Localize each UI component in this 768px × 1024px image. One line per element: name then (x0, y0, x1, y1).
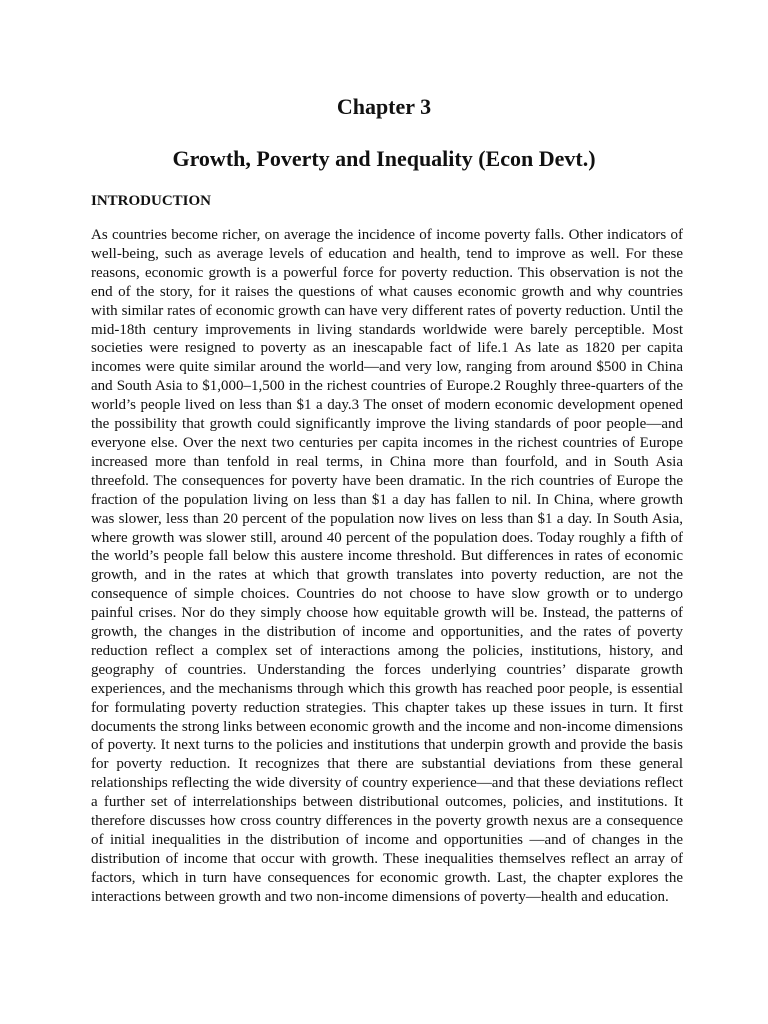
chapter-title: Growth, Poverty and Inequality (Econ Devt.) (172, 146, 596, 171)
chapter-label: Chapter 3 (336, 94, 432, 119)
section-heading-introduction: INTRODUCTION (91, 193, 212, 209)
introduction-paragraph: As countries become richer, on average the incidence of income poverty falls. Other indicators of well-being, such as average levels of education and health, tend to improve as well. For these reasons, economic growth is a powerful force for poverty reduction. This observation is not the end of the story, for it raises the questions of what causes economic growth and why countries with similar rates of economic growth can have very different rates of poverty reduction. Until the mid-18th century improvements in living standards worldwide were barely perceptible. Most societies were resigned to poverty as an inescapable fact of life.1 As late as 1820 per capita incomes were quite similar around the world—and very low, ranging from around $500 in China and South Asia to $1,000–1,500 in the richest countries of Europe.2 Roughly three-quarters of the world’s people lived on less than $1 a day.3 The onset of modern economic development opened the possibility that growth could significantly improve the living standards of poor people—and everyone else. Over the next two centuries per capita incomes in the richest countries of Europe increased more than tenfold in real terms, in China more than fourfold, and in South Asia threefold. The consequences for poverty have been dramatic. In the rich countries of Europe the fraction of the population living on less than $1 a day has fallen to nil. In China, where growth was slower, less than 20 percent of the population now lives on less than $1 a day. In South Asia, where growth was slower still, around 40 percent of the population does. Today roughly a fifth of the world’s people fall below this austere income threshold. But differences in rates of economic growth, and in the rates at which that growth translates into poverty reduction, are not the consequence of simple choices. Countries do not choose to have slow growth or to undergo painful crises. Nor do they simply choose how equitable growth will be. Instead, the patterns of growth, the changes in the distribution of income and opportunities, and the rates of poverty reduction reflect a complex set of interactions among the policies, institutions, history, and geography of countries. Understanding the forces underlying countries’ disparate growth experiences, and the mechanisms through which this growth has reached poor people, is essential for formulating poverty reduction strategies. This chapter takes up these issues in turn. It first documents the strong links between economic growth and the income and non-income dimensions of poverty. It next turns to the policies and institutions that underpin growth and provide the basis for poverty reduction. It recognizes that there are substantial deviations from these general relationships reflecting the wide diversity of country experience—and that these deviations reflect a further set of interrelationships between distributional outcomes, policies, and institutions. It therefore discusses how cross country differences in the poverty growth nexus are a consequence of initial inequalities in the distribution of income and opportunities —and of changes in the distribution of income that occur with growth. These inequalities themselves reflect an array of factors, which in turn have consequences for economic growth. Last, the chapter explores the interactions between growth and two non-income dimensions of poverty—health and education. (91, 227, 683, 905)
